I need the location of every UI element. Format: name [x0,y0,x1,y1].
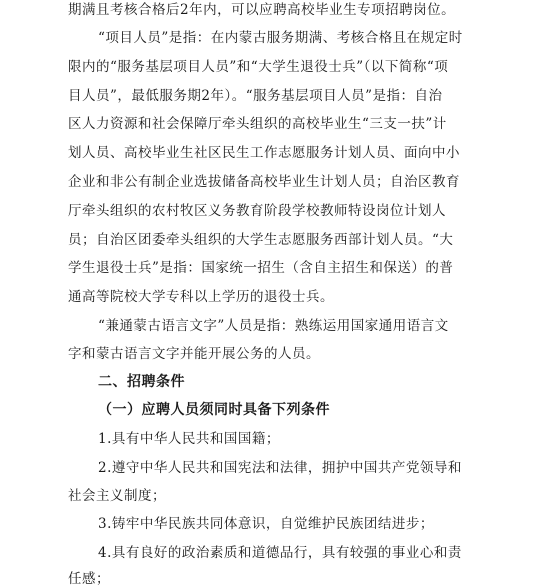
text-line: 期满且考核合格后2年内，可以应聘高校毕业生专项招聘岗位。 [68,2,456,18]
text-line: 区人力资源和社会保障厅牵头组织的高校毕业生“三支一扶”计 [68,116,447,132]
text-line: 员；自治区团委牵头组织的大学生志愿服务西部计划人员。“大 [68,232,454,248]
list-item: 2.遵守中华人民共和国宪法和法律，拥护中国共产党领导和 [98,460,462,476]
text-line: “项目人员”是指：在内蒙古服务期满、考核合格且在规定时 [98,30,463,46]
text-line: 通高等院校大学专科以上学历的退役士兵。 [68,289,334,305]
list-item: 1.具有中华人民共和国国籍； [98,431,280,447]
text-line: 目人员”，最低服务期2年）。“服务基层项目人员”是指：自治 [68,88,443,104]
text-line: 划人员、高校毕业生社区民生工作志愿服务计划人员、面向中小 [68,145,460,161]
text-line: 企业和非公有制企业选拔储备高校毕业生计划人员；自治区教育 [68,174,460,190]
text-line: 学生退役士兵”是指：国家统一招生（含自主招生和保送）的普 [68,260,454,276]
section-heading: 二、招聘条件 [98,374,185,390]
list-item: 4.具有良好的政治素质和道德品行，具有较强的事业心和责 [98,545,462,561]
subsection-heading: （一）应聘人员须同时具备下列条件 [98,402,330,418]
text-line: 字和蒙古语言文字并能开展公务的人员。 [68,346,320,362]
list-item: 3.铸牢中华民族共同体意识，自觉维护民族团结进步； [98,516,434,532]
text-line: 厅牵头组织的农村牧区义务教育阶段学校教师特设岗位计划人 [68,203,446,219]
text-line: 限内的“服务基层项目人员”和“大学生退役士兵”（以下简称“项 [68,59,449,75]
text-line: “兼通蒙古语言文字”人员是指：熟练运用国家通用语言文 [98,318,449,334]
text-line: 任感； [68,571,110,587]
text-line: 社会主义制度； [68,488,166,504]
